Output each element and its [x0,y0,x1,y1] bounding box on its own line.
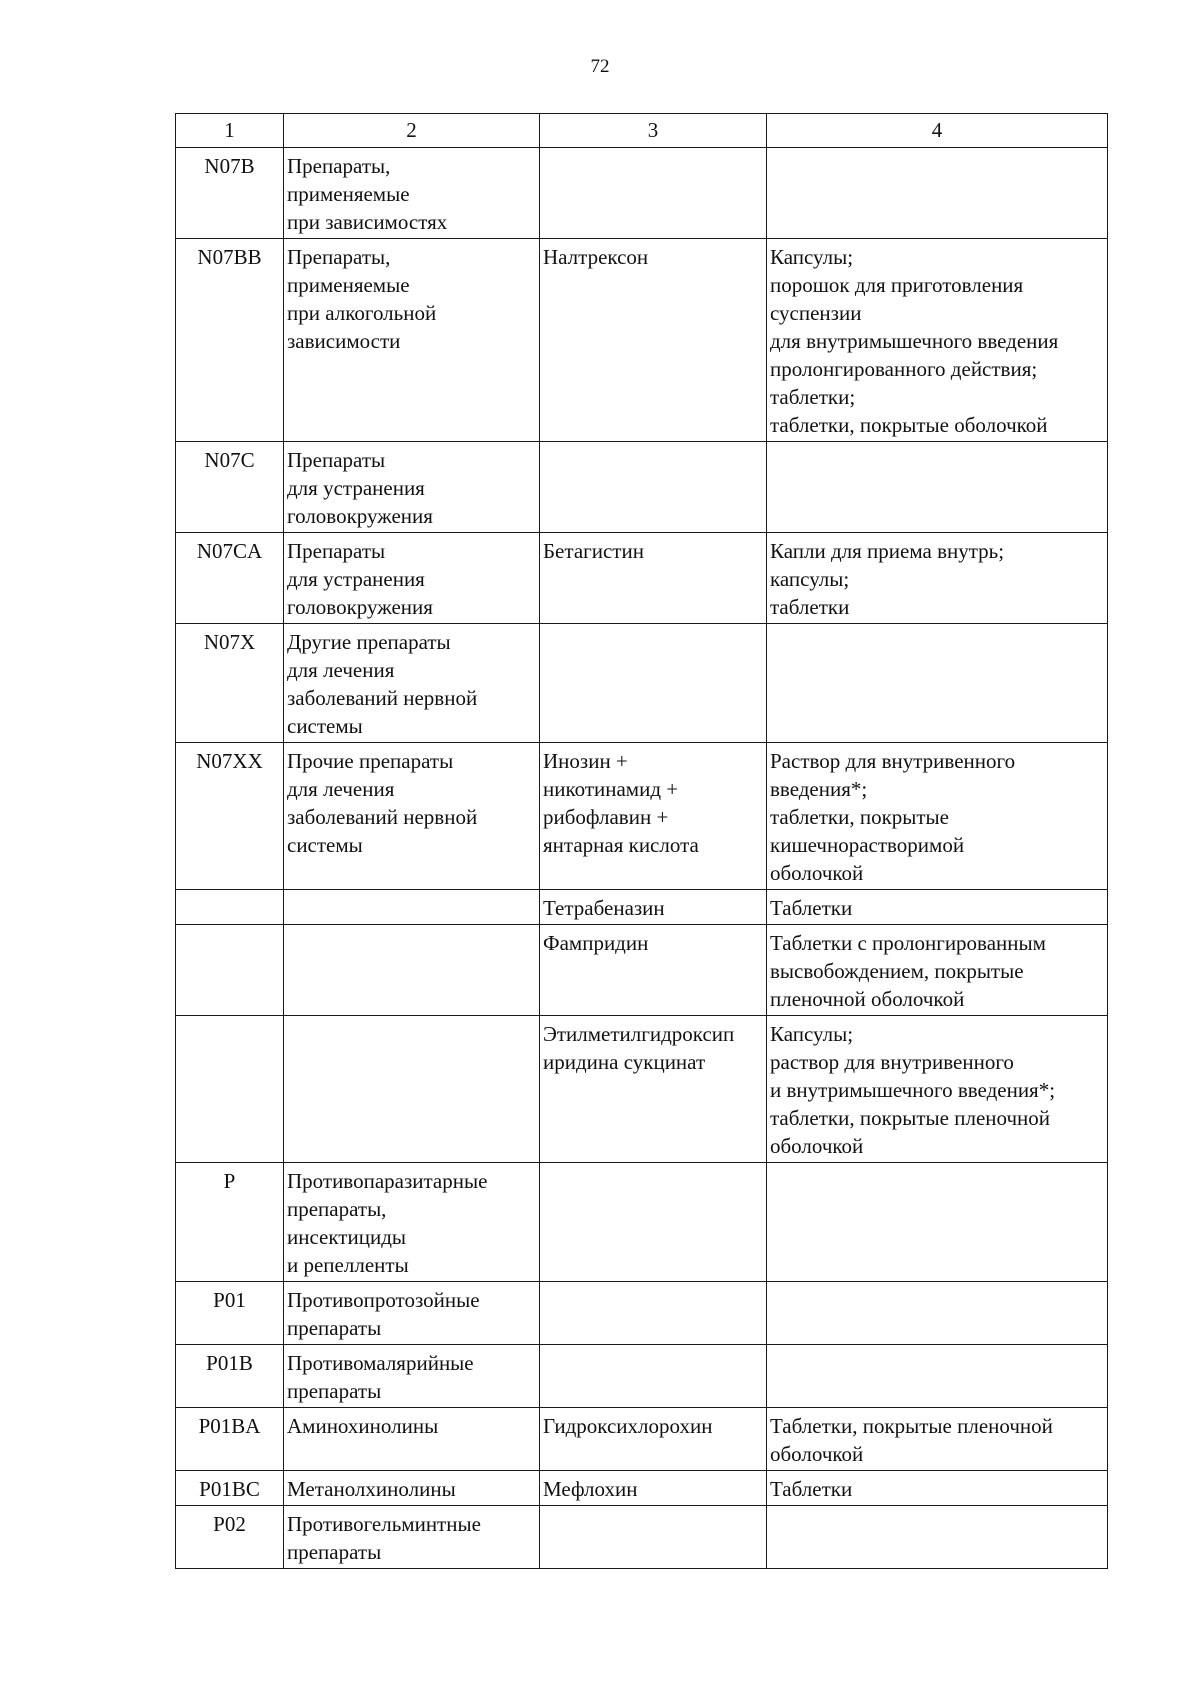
header-col-1: 1 [176,114,284,148]
atc-code-cell: N07BB [176,239,284,442]
table-row [176,148,1108,239]
group-name-cell: Препараты для устранения головокружения [284,442,540,533]
dosage-form-cell: Таблетки [767,1471,1108,1506]
dosage-form-cell [767,1163,1108,1282]
group-name-cell: Другие препараты для лечения заболеваний нервной системы [284,624,540,743]
atc-code-cell: P01B [176,1345,284,1408]
group-name-cell: Противопротозойные препараты [284,1282,540,1345]
table-row [176,1408,1108,1471]
drug-name-cell: Тетрабеназин [540,890,767,925]
table-row [176,1282,1108,1345]
drug-name-cell: Налтрексон [540,239,767,442]
atc-code-cell: N07B [176,148,284,239]
dosage-form-cell: Раствор для внутривенного введения*; таблетки, покрытые кишечнорастворимой оболочкой [767,743,1108,890]
atc-code-cell: N07CA [176,533,284,624]
atc-code-cell: N07C [176,442,284,533]
drug-name-cell [540,1506,767,1569]
group-name-cell: Препараты для устранения головокружения [284,533,540,624]
group-name-cell: Препараты, применяемые при алкогольной зависимости [284,239,540,442]
drug-name-cell [540,148,767,239]
header-col-3: 3 [540,114,767,148]
drug-name-cell: Фампридин [540,925,767,1016]
dosage-form-cell [767,1345,1108,1408]
dosage-form-cell [767,624,1108,743]
drug-name-cell: Инозин + никотинамид + рибофлавин + янтарная кислота [540,743,767,890]
atc-code-cell: P02 [176,1506,284,1569]
drug-name-cell [540,1345,767,1408]
drug-name-cell: Этилметилгидроксип иридина сукцинат [540,1016,767,1163]
table-row [176,925,1108,1016]
table-row [176,1471,1108,1506]
drug-name-cell: Бетагистин [540,533,767,624]
table-row [176,1345,1108,1408]
drug-name-cell: Гидроксихлорохин [540,1408,767,1471]
table-row [176,533,1108,624]
table-row [176,1163,1108,1282]
group-name-cell: Препараты, применяемые при зависимостях [284,148,540,239]
table-row [176,890,1108,925]
page-number: 72 [590,56,610,77]
atc-code-cell: N07X [176,624,284,743]
table-row [176,624,1108,743]
table-row [176,1506,1108,1569]
atc-code-cell: N07XX [176,743,284,890]
group-name-cell: Противомалярийные препараты [284,1345,540,1408]
group-name-cell: Противопаразитарные препараты, инсектициды и репелленты [284,1163,540,1282]
drug-name-cell [540,1163,767,1282]
dosage-form-cell [767,1282,1108,1345]
table-header-row [176,114,1108,148]
dosage-form-cell [767,442,1108,533]
drug-name-cell [540,624,767,743]
atc-code-cell: P01 [176,1282,284,1345]
dosage-form-cell [767,1506,1108,1569]
group-name-cell [284,890,540,925]
header-col-4: 4 [767,114,1108,148]
atc-code-cell: P [176,1163,284,1282]
dosage-form-cell: Капсулы; порошок для приготовления суспензии для внутримышечного введения пролонгированного действия; таблетки; таблетки, покрытые оболочкой [767,239,1108,442]
table-row [176,743,1108,890]
group-name-cell: Прочие препараты для лечения заболеваний нервной системы [284,743,540,890]
dosage-form-cell: Таблетки с пролонгированным высвобождением, покрытые пленочной оболочкой [767,925,1108,1016]
header-col-2: 2 [284,114,540,148]
group-name-cell [284,1016,540,1163]
dosage-form-cell: Капли для приема внутрь; капсулы; таблетки [767,533,1108,624]
dosage-form-cell: Таблетки, покрытые пленочной оболочкой [767,1408,1108,1471]
atc-code-cell: P01BA [176,1408,284,1471]
group-name-cell [284,925,540,1016]
group-name-cell: Аминохинолины [284,1408,540,1471]
atc-code-cell: P01BC [176,1471,284,1506]
group-name-cell: Метанолхинолины [284,1471,540,1506]
table-row [176,1016,1108,1163]
dosage-form-cell [767,148,1108,239]
dosage-form-cell: Капсулы; раствор для внутривенного и внутримышечного введения*; таблетки, покрытые пленочной оболочкой [767,1016,1108,1163]
drug-name-cell: Мефлохин [540,1471,767,1506]
drug-name-cell [540,1282,767,1345]
table-row [176,442,1108,533]
group-name-cell: Противогельминтные препараты [284,1506,540,1569]
medication-table [175,113,1108,1569]
atc-code-cell [176,1016,284,1163]
table-row [176,239,1108,442]
atc-code-cell [176,925,284,1016]
drug-name-cell [540,442,767,533]
atc-code-cell [176,890,284,925]
dosage-form-cell: Таблетки [767,890,1108,925]
